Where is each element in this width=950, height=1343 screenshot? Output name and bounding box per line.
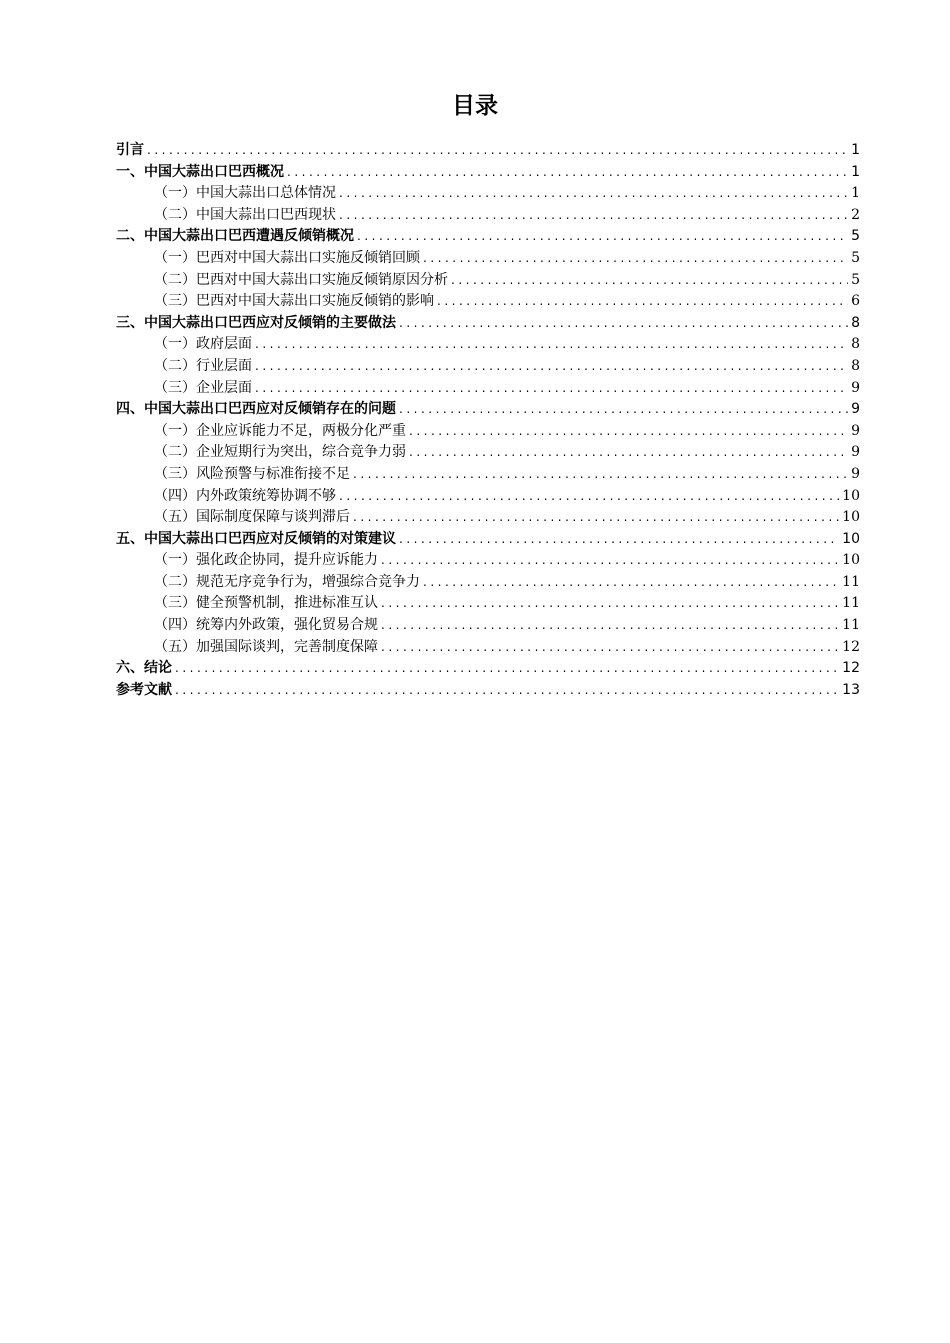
toc-entry[interactable] [116, 313, 860, 335]
toc-entry-label: （一）政府层面 [154, 336, 252, 353]
toc-entry-page: 8 [851, 357, 860, 374]
leader-dots [423, 248, 848, 270]
toc-entry[interactable] [116, 270, 860, 292]
toc-entry[interactable] [116, 140, 860, 162]
leader-dots [147, 140, 848, 162]
toc-entry-label: （三）风险预警与标准衔接不足 [154, 465, 350, 482]
toc-entry[interactable] [116, 658, 860, 680]
toc-entry-label: 引言 [116, 142, 144, 158]
leader-dots [381, 637, 839, 659]
toc-entry[interactable] [116, 615, 860, 637]
toc-title: 目录 [452, 93, 498, 119]
toc-entry[interactable] [116, 162, 860, 184]
leader-dots [353, 507, 839, 529]
toc-entry[interactable] [116, 680, 860, 702]
toc-entry[interactable] [116, 464, 860, 486]
toc-entry[interactable] [116, 442, 860, 464]
toc-entry-page: 5 [851, 228, 860, 245]
toc-entry[interactable] [116, 593, 860, 615]
leader-dots [451, 270, 848, 292]
toc-entry-page: 8 [851, 336, 860, 353]
toc-entry-page: 9 [851, 379, 860, 396]
toc-entry-label: 六、结论 [116, 660, 172, 677]
toc-entry-page: 13 [842, 681, 860, 698]
toc-entry-label: 一、中国大蒜出口巴西概况 [116, 163, 284, 180]
toc-entry-label: （二）规范无序竞争行为，增强综合竞争力 [154, 573, 420, 590]
toc-entry[interactable] [116, 399, 860, 421]
toc-entry-page: 5 [851, 271, 860, 288]
toc-entry[interactable] [116, 486, 860, 508]
toc-entry-page: 9 [851, 444, 860, 461]
leader-dots [255, 378, 848, 400]
toc-entry-page: 11 [842, 617, 860, 634]
toc-entry[interactable] [116, 183, 860, 205]
toc-entry-label: 五、中国大蒜出口巴西应对反倾销的对策建议 [116, 530, 396, 547]
leader-dots [399, 529, 839, 551]
leader-dots [357, 226, 848, 248]
toc-entry-page: 9 [851, 401, 860, 418]
toc-entry-page: 9 [851, 465, 860, 482]
leader-dots [399, 399, 848, 421]
toc-entry-label: （一）巴西对中国大蒜出口实施反倾销回顾 [154, 249, 420, 266]
toc-entry[interactable] [116, 421, 860, 443]
toc-entry-label: （四）统筹内外政策，强化贸易合规 [154, 617, 378, 634]
leader-dots [409, 421, 848, 443]
toc-entry-label: （二）巴西对中国大蒜出口实施反倾销原因分析 [154, 271, 448, 288]
leader-dots [381, 550, 839, 572]
toc-entry[interactable] [116, 637, 860, 659]
toc-entry[interactable] [116, 334, 860, 356]
leader-dots [255, 334, 848, 356]
leader-dots [175, 658, 839, 680]
toc-entry-label: （五）国际制度保障与谈判滞后 [154, 509, 350, 526]
toc-entry-label: （一）强化政企协同，提升应诉能力 [154, 552, 378, 569]
toc-entry[interactable] [116, 356, 860, 378]
leader-dots [339, 486, 839, 508]
leader-dots [409, 442, 848, 464]
toc-entry[interactable] [116, 529, 860, 551]
leader-dots [381, 593, 839, 615]
toc-entry-page: 9 [851, 422, 860, 439]
toc-entry-page: 1 [851, 142, 860, 158]
leader-dots [339, 205, 848, 227]
toc-entry-label: 三、中国大蒜出口巴西应对反倾销的主要做法 [116, 314, 396, 331]
toc-entry-label: （三）巴西对中国大蒜出口实施反倾销的影响 [154, 293, 434, 310]
toc-entry-label: （一）中国大蒜出口总体情况 [154, 185, 336, 202]
toc-entry[interactable] [116, 248, 860, 270]
toc-entry[interactable] [116, 572, 860, 594]
toc-entry-page: 10 [842, 530, 860, 547]
leader-dots [353, 464, 848, 486]
toc-entry-page: 10 [842, 552, 860, 569]
leader-dots [399, 313, 848, 335]
leader-dots [423, 572, 839, 594]
toc-entry-page: 12 [842, 660, 860, 677]
table-of-contents [116, 140, 860, 701]
toc-entry-page: 5 [851, 249, 860, 266]
toc-entry-label: （三）健全预警机制，推进标准互认 [154, 595, 378, 612]
toc-entry-label: （三）企业层面 [154, 379, 252, 396]
leader-dots [287, 162, 848, 184]
toc-entry-label: （四）内外政策统筹协调不够 [154, 487, 336, 504]
toc-entry-page: 10 [842, 487, 860, 504]
toc-entry-page: 6 [851, 293, 860, 310]
toc-entry[interactable] [116, 507, 860, 529]
leader-dots [339, 183, 848, 205]
toc-entry-page: 11 [842, 573, 860, 590]
toc-entry-page: 1 [851, 163, 860, 180]
toc-entry-label: 四、中国大蒜出口巴西应对反倾销存在的问题 [116, 401, 396, 418]
toc-entry[interactable] [116, 550, 860, 572]
leader-dots [255, 356, 848, 378]
leader-dots [437, 291, 848, 313]
toc-entry-page: 2 [851, 206, 860, 223]
toc-entry-label: （二）行业层面 [154, 357, 252, 374]
toc-entry-page: 12 [842, 638, 860, 655]
toc-entry-page: 11 [842, 595, 860, 612]
toc-entry-label: （二）企业短期行为突出，综合竞争力弱 [154, 444, 406, 461]
leader-dots [175, 680, 839, 702]
toc-entry[interactable] [116, 226, 860, 248]
toc-entry-page: 10 [842, 509, 860, 526]
toc-entry-label: （二）中国大蒜出口巴西现状 [154, 206, 336, 223]
toc-entry-label: （五）加强国际谈判，完善制度保障 [154, 638, 378, 655]
leader-dots [381, 615, 839, 637]
toc-entry-label: （一）企业应诉能力不足，两极分化严重 [154, 422, 406, 439]
toc-entry-label: 参考文献 [116, 681, 172, 698]
toc-entry[interactable] [116, 291, 860, 313]
toc-entry-page: 8 [851, 314, 860, 331]
toc-entry[interactable] [116, 378, 860, 400]
toc-entry[interactable] [116, 205, 860, 227]
toc-entry-page: 1 [851, 185, 860, 202]
toc-entry-label: 二、中国大蒜出口巴西遭遇反倾销概况 [116, 228, 354, 245]
